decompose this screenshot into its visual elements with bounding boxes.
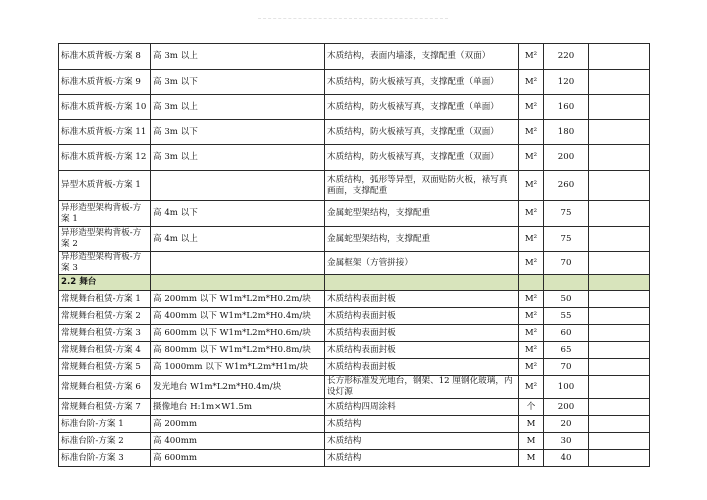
table-row: [59, 171, 650, 201]
table-body-backdrop: [59, 44, 650, 275]
table-row: [59, 308, 650, 325]
page-header-area: [0, 0, 707, 43]
table-cell: [589, 275, 650, 291]
remarks-cell: [589, 342, 650, 359]
spec-cell: 摄像地台 H:1m×W1.5m: [151, 399, 325, 416]
item-name-cell: 标准台阶-方案 3: [59, 450, 151, 467]
unit-cell: M²: [519, 252, 544, 275]
unit-cell: M²: [519, 70, 544, 95]
price-cell: 100: [544, 376, 589, 399]
item-name-cell: 标准台阶-方案 1: [59, 416, 151, 433]
spec-cell: 高 400mm 以下 W1m*L2m*H0.4m/块: [151, 308, 325, 325]
remarks-cell: [589, 291, 650, 308]
item-name-cell: 常规舞台租赁-方案 1: [59, 291, 151, 308]
remarks-cell: [589, 325, 650, 342]
price-cell: 70: [544, 359, 589, 376]
table-cell: [519, 275, 544, 291]
item-name-cell: 常规舞台租赁-方案 3: [59, 325, 151, 342]
item-name-cell: 常规舞台租赁-方案 4: [59, 342, 151, 359]
spec-cell: 高 600mm 以下 W1m*L2m*H0.6m/块: [151, 325, 325, 342]
table-cell: [325, 275, 519, 291]
unit-cell: M²: [519, 44, 544, 70]
remarks-cell: [589, 308, 650, 325]
price-cell: 200: [544, 145, 589, 171]
description-cell: 木质结构表面封板: [325, 308, 519, 325]
unit-cell: M²: [519, 171, 544, 201]
spec-cell: 高 3m 以上: [151, 95, 325, 120]
description-cell: 木质结构表面封板: [325, 342, 519, 359]
table-row: [59, 433, 650, 450]
spec-cell: 发光地台 W1m*L2m*H0.4m/块: [151, 376, 325, 399]
description-cell: 木质结构，表面内墙漆，支撑配重（双面）: [325, 44, 519, 70]
table-row: [59, 325, 650, 342]
spec-cell: 高 4m 以下: [151, 201, 325, 227]
unit-cell: M: [519, 450, 544, 467]
table-row: [59, 201, 650, 227]
item-name-cell: 标准木质背板-方案 12: [59, 145, 151, 171]
description-cell: 木质结构表面封板: [325, 291, 519, 308]
description-cell: 木质结构: [325, 433, 519, 450]
unit-cell: M²: [519, 325, 544, 342]
spec-cell: 高 3m 以上: [151, 145, 325, 171]
remarks-cell: [589, 44, 650, 70]
item-name-cell: 常规舞台租赁-方案 7: [59, 399, 151, 416]
price-cell: 30: [544, 433, 589, 450]
remarks-cell: [589, 252, 650, 275]
description-cell: 木质结构，防火板裱写真，支撑配重（双面）: [325, 120, 519, 145]
spec-cell: 高 3m 以下: [151, 120, 325, 145]
spec-cell: 高 800mm 以下 W1m*L2m*H0.8m/块: [151, 342, 325, 359]
remarks-cell: [589, 433, 650, 450]
table-row: [59, 145, 650, 171]
price-cell: 220: [544, 44, 589, 70]
unit-cell: M²: [519, 342, 544, 359]
description-cell: 木质结构，防火板裱写真，支撑配重（单面）: [325, 95, 519, 120]
spec-cell: 高 600mm: [151, 450, 325, 467]
price-cell: 40: [544, 450, 589, 467]
unit-cell: M²: [519, 291, 544, 308]
item-name-cell: 异型木质背板-方案 1: [59, 171, 151, 201]
remarks-cell: [589, 416, 650, 433]
table-row: [59, 359, 650, 376]
price-cell: 260: [544, 171, 589, 201]
table-row: [59, 44, 650, 70]
unit-cell: M²: [519, 376, 544, 399]
price-cell: 70: [544, 252, 589, 275]
unit-cell: M²: [519, 120, 544, 145]
table-row: [59, 252, 650, 275]
price-table: [58, 43, 650, 467]
table-row: [59, 227, 650, 252]
spec-cell: 高 3m 以下: [151, 70, 325, 95]
unit-cell: 个: [519, 399, 544, 416]
spec-cell: 高 1000mm 以下 W1m*L2m*H1m/块: [151, 359, 325, 376]
table-cell: [151, 275, 325, 291]
description-cell: 木质结构表面封板: [325, 359, 519, 376]
price-cell: 75: [544, 201, 589, 227]
unit-cell: M: [519, 433, 544, 450]
table-row: [59, 376, 650, 399]
price-cell: 75: [544, 227, 589, 252]
price-cell: 200: [544, 399, 589, 416]
remarks-cell: [589, 95, 650, 120]
table-row: [59, 70, 650, 95]
description-cell: 金属蛇型架结构，支撑配重: [325, 227, 519, 252]
item-name-cell: 标准台阶-方案 2: [59, 433, 151, 450]
unit-cell: M²: [519, 227, 544, 252]
price-cell: 20: [544, 416, 589, 433]
remarks-cell: [589, 145, 650, 171]
table-cell: [544, 275, 589, 291]
description-cell: 金属蛇型架结构，支撑配重: [325, 201, 519, 227]
table-row: [59, 416, 650, 433]
table-row: [59, 399, 650, 416]
remarks-cell: [589, 450, 650, 467]
description-cell: 木质结构，弧形等异型，双面贴防火板，裱写真画面，支撑配重: [325, 171, 519, 201]
table-row: [59, 95, 650, 120]
description-cell: 木质结构，防火板裱写真，支撑配重（单面）: [325, 70, 519, 95]
table-row: [59, 120, 650, 145]
spec-cell: [151, 171, 325, 201]
spec-cell: [151, 252, 325, 275]
remarks-cell: [589, 227, 650, 252]
item-name-cell: 异形造型架构背板-方案 3: [59, 252, 151, 275]
price-cell: 65: [544, 342, 589, 359]
table-section: [59, 275, 650, 291]
unit-cell: M²: [519, 95, 544, 120]
section-header-row: [59, 275, 650, 291]
description-cell: 木质结构: [325, 450, 519, 467]
item-name-cell: 常规舞台租赁-方案 5: [59, 359, 151, 376]
description-cell: 木质结构四周涂料: [325, 399, 519, 416]
description-cell: 木质结构: [325, 416, 519, 433]
price-cell: 180: [544, 120, 589, 145]
remarks-cell: [589, 376, 650, 399]
table-row: [59, 342, 650, 359]
remarks-cell: [589, 399, 650, 416]
item-name-cell: 标准木质背板-方案 11: [59, 120, 151, 145]
remarks-cell: [589, 201, 650, 227]
item-name-cell: 常规舞台租赁-方案 2: [59, 308, 151, 325]
unit-cell: M²: [519, 201, 544, 227]
table-row: [59, 450, 650, 467]
item-name-cell: 常规舞台租赁-方案 6: [59, 376, 151, 399]
price-cell: 55: [544, 308, 589, 325]
remarks-cell: [589, 70, 650, 95]
item-name-cell: 标准木质背板-方案 9: [59, 70, 151, 95]
remarks-cell: [589, 359, 650, 376]
price-cell: 60: [544, 325, 589, 342]
remarks-cell: [589, 171, 650, 201]
price-cell: 160: [544, 95, 589, 120]
table-body-stage: [59, 291, 650, 467]
table-row: [59, 291, 650, 308]
unit-cell: M: [519, 416, 544, 433]
unit-cell: M²: [519, 359, 544, 376]
item-name-cell: 异形造型架构背板-方案 1: [59, 201, 151, 227]
header-rule: [258, 18, 448, 19]
price-cell: 50: [544, 291, 589, 308]
spec-cell: 高 200mm: [151, 416, 325, 433]
unit-cell: M²: [519, 308, 544, 325]
spec-cell: 高 400mm: [151, 433, 325, 450]
price-cell: 120: [544, 70, 589, 95]
section-title: 2.2 舞台: [59, 275, 151, 291]
item-name-cell: 异形造型架构背板-方案 2: [59, 227, 151, 252]
description-cell: 木质结构表面封板: [325, 325, 519, 342]
spec-cell: 高 3m 以上: [151, 44, 325, 70]
item-name-cell: 标准木质背板-方案 8: [59, 44, 151, 70]
description-cell: 木质结构，防火板裱写真，支撑配重（双面）: [325, 145, 519, 171]
spec-cell: 高 4m 以上: [151, 227, 325, 252]
unit-cell: M²: [519, 145, 544, 171]
item-name-cell: 标准木质背板-方案 10: [59, 95, 151, 120]
remarks-cell: [589, 120, 650, 145]
description-cell: 金属框架（方管拼接）: [325, 252, 519, 275]
spec-cell: 高 200mm 以下 W1m*L2m*H0.2m/块: [151, 291, 325, 308]
description-cell: 长方形标准发光地台，钢架、12 厘钢化玻璃，内设灯源: [325, 376, 519, 399]
